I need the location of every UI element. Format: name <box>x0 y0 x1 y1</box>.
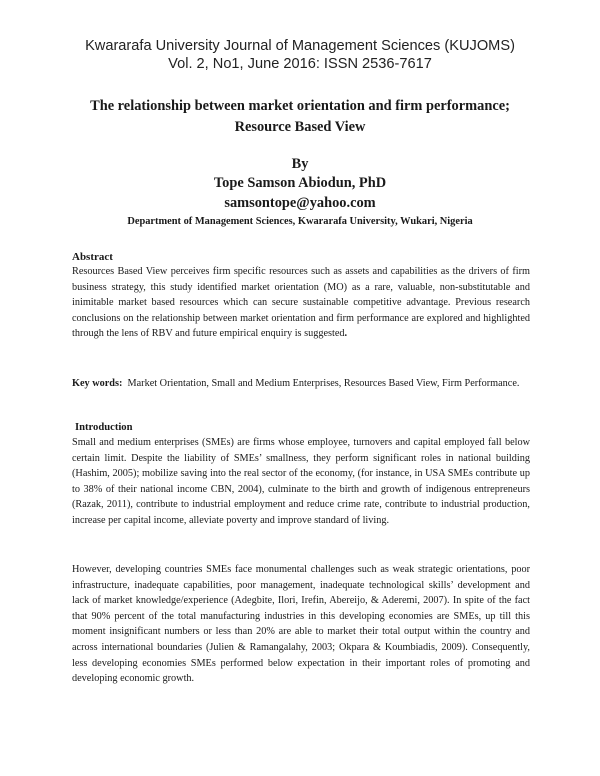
introduction-section <box>72 421 530 529</box>
author-block <box>60 155 540 230</box>
abstract-text <box>72 264 530 342</box>
introduction-paragraph-2: However, developing countries SMEs face monumental challenges such as weak strategic orientations, poor infrastructure, inadequate capabilities, poor management, inadequate technological skills’ development and lack of market knowledge/experience (Adegbite, Ilori, Irefin, Abereijo, & Aderemi, 2007). In spite of the fact that 90% percent of the total manufacturing industries in this developing economies are SMEs, up till this moment insignificant numbers or less than 20% are able to market their total output within the country and across international boundaries (Julien & Ramangalahy, 2003; Okpara & Koumbiadis, 2009). Consequently, less developing economies SMEs performed below expectation in their important roles of promoting and developing economic growth. <box>72 564 530 685</box>
keywords-text: Market Orientation, Small and Medium Enterprises, Resources Based View, Firm Performance. <box>122 378 520 389</box>
author-department: Department of Management Sciences, Kwararafa University, Wukari, Nigeria <box>127 216 473 227</box>
keywords-label: Key words: <box>72 378 123 389</box>
abstract-end: . <box>344 328 348 340</box>
abstract-section <box>72 250 530 342</box>
author-email: samsontope@yahoo.com <box>224 195 376 211</box>
paper-title-line-2: Resource Based View <box>234 118 366 135</box>
paper-title <box>55 96 545 137</box>
journal-name: Kwararafa University Journal of Management Sciences (KUJOMS) <box>85 38 515 54</box>
paper-title-line-1: The relationship between market orientation and firm performance; <box>90 98 510 114</box>
author-name: Tope Samson Abiodun, PhD <box>213 175 387 191</box>
journal-volume: Vol. 2, No1, June 2016: ISSN 2536-7617 <box>168 56 432 72</box>
introduction-paragraph-1: Small and medium enterprises (SMEs) are firms whose employee, turnovers and capital employed fall below certain limit. Despite the liability of SMEs’ smallness, they perform significant roles in national building (Hashim, 2005); mobilize saving into the real sector of the economy, (for instance, in USA SMEs contribute up to 38% of their national income CBN, 2004), culminate to the birth and growth of indigenous entrepreneurs (Razak, 2011), contribute to industrial employment and reduce crime rate, contribute to industrial production, increase per capital income, alleviate poverty and improve standard of living. <box>72 437 530 526</box>
journal-header <box>60 37 540 73</box>
abstract-heading: Abstract <box>72 251 113 263</box>
abstract-body: Resources Based View perceives firm specific resources such as assets and capabilities as the drivers of firm business strategy, this study identified market orientation (MO) as a rare, valuable, non-substitutable and inimitable market based resources which can secure sustainable competitive advantage. Previous research conclusions on the relationship between market orientation and firm performance are explored and highlighted through the lens of RBV and future empirical enquiry is suggested <box>72 266 530 340</box>
keywords-section <box>72 376 530 392</box>
by-label: By <box>291 156 309 172</box>
introduction-heading: Introduction <box>75 422 133 433</box>
